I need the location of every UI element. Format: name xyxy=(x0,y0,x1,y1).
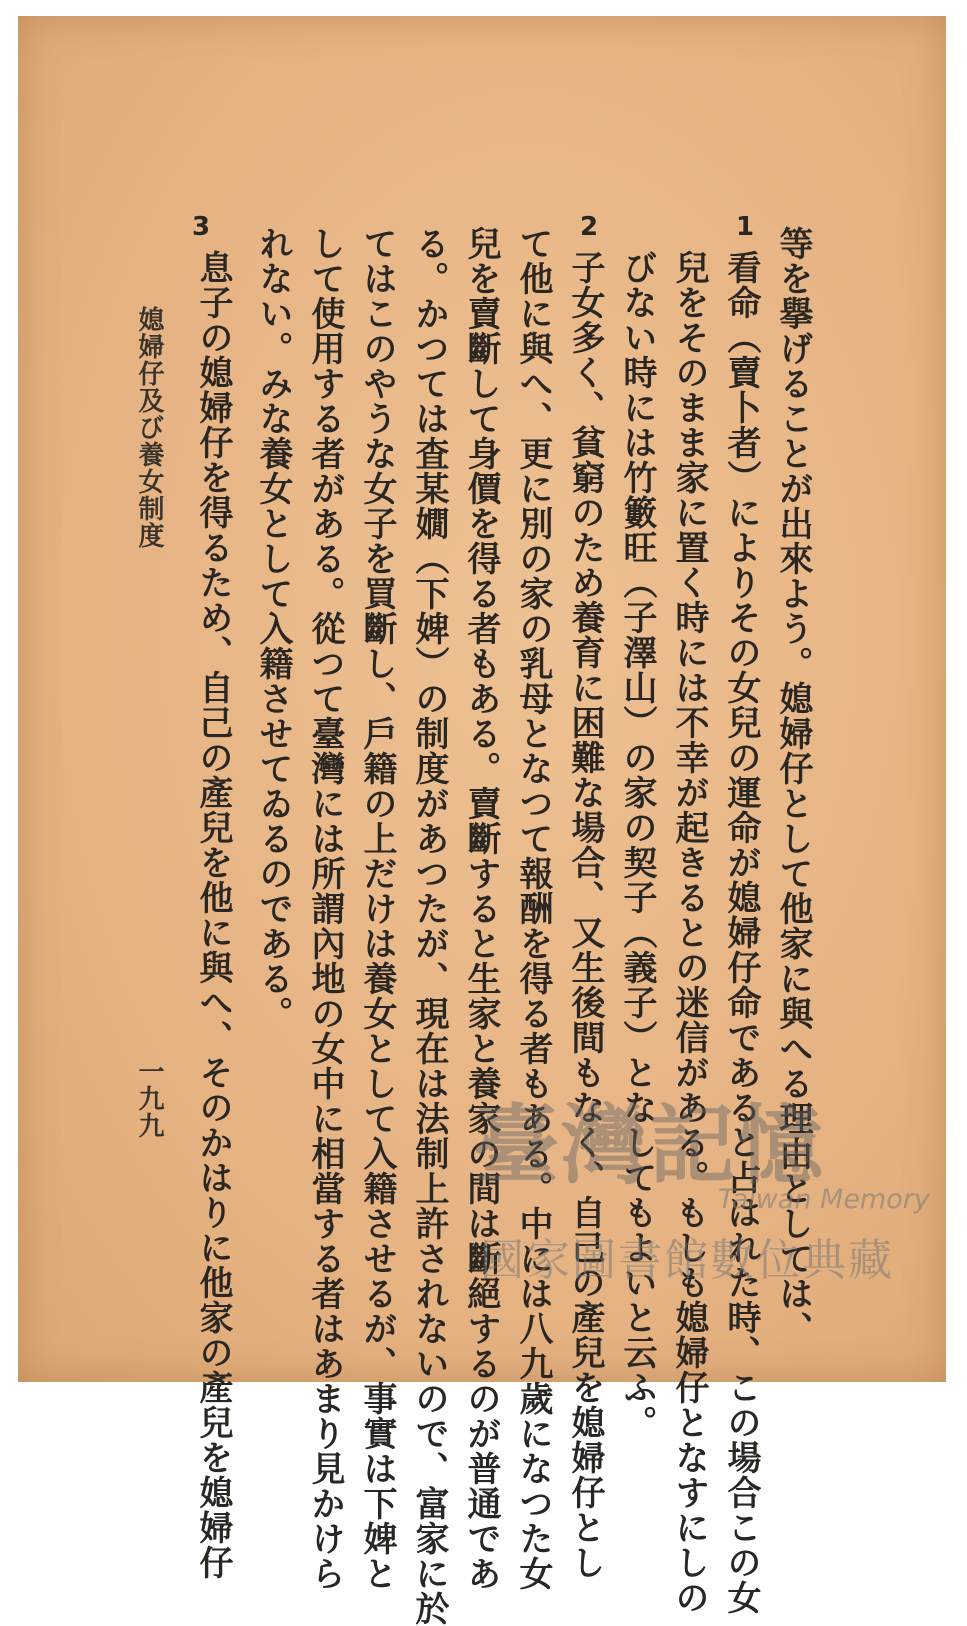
text-column-4: びない時には竹籔旺（子澤山）の家の契子（義子）となしてもよいと云ふ。 xyxy=(617,250,657,1440)
text-column-1: 等を擧げることが出來よう。媳婦仔として他家に與へる理由としては、 xyxy=(773,226,813,1346)
text-column-3: 兒をそのまま家に置く時には不幸が起きるとの迷信がある。もしも媳婦仔となすにしの xyxy=(669,250,709,1615)
text-column-8: る。かつては査某嫺（下婢）の制度があつたが、現在は法制上許されないので、富家に於 xyxy=(409,226,449,1626)
item-number-2: 2 xyxy=(580,212,599,242)
watermark-latin-text: Taiwan Memory xyxy=(718,1184,930,1215)
page-number: 一九九 xyxy=(134,1058,164,1139)
text-column-9: てはこのやうな女子を買斷し、戶籍の上だけは養女として入籍させるが、事實は下婢と xyxy=(357,226,397,1591)
text-column-5: 子女多く、貧窮のため養育に困難な場合、又生後間もなく、自己の產兒を媳婦仔とし xyxy=(565,250,605,1580)
text-column-10: して使用する者がある。從つて臺灣には所謂內地の女中に相當する者はあまり見かけら xyxy=(305,226,345,1591)
watermark-calligraphy: 臺灣記憶 xyxy=(473,1095,825,1196)
item-number-1: 1 xyxy=(736,212,755,242)
text-column-12: 息子の媳婦仔を得るため、自己の產兒を他に與へ、そのかはりに他家の產兒を媳婦仔 xyxy=(193,250,233,1580)
book-page xyxy=(18,16,946,1626)
text-column-7: 兒を賣斷して身價を得る者もある。賣斷すると生家と養家の間は斷絕するのが普通であ xyxy=(461,226,501,1591)
item-number-3: 3 xyxy=(192,212,211,242)
running-head: 媳婦仔及び養女制度 xyxy=(134,306,164,549)
text-column-6: て他に與へ、更に別の家の乳母となつて報酬を得る者もある。中には八九歲になつた女 xyxy=(513,226,553,1591)
text-column-11: れない。みな養女として入籍させてゐるのである。 xyxy=(253,226,293,1031)
watermark-library-name: 國家圖書館數位典藏 xyxy=(480,1235,894,1286)
text-column-2: 看命（賣卜者）によりその女兒の運命が媳婦仔命であると占はれた時、この場合この女 xyxy=(721,250,761,1615)
